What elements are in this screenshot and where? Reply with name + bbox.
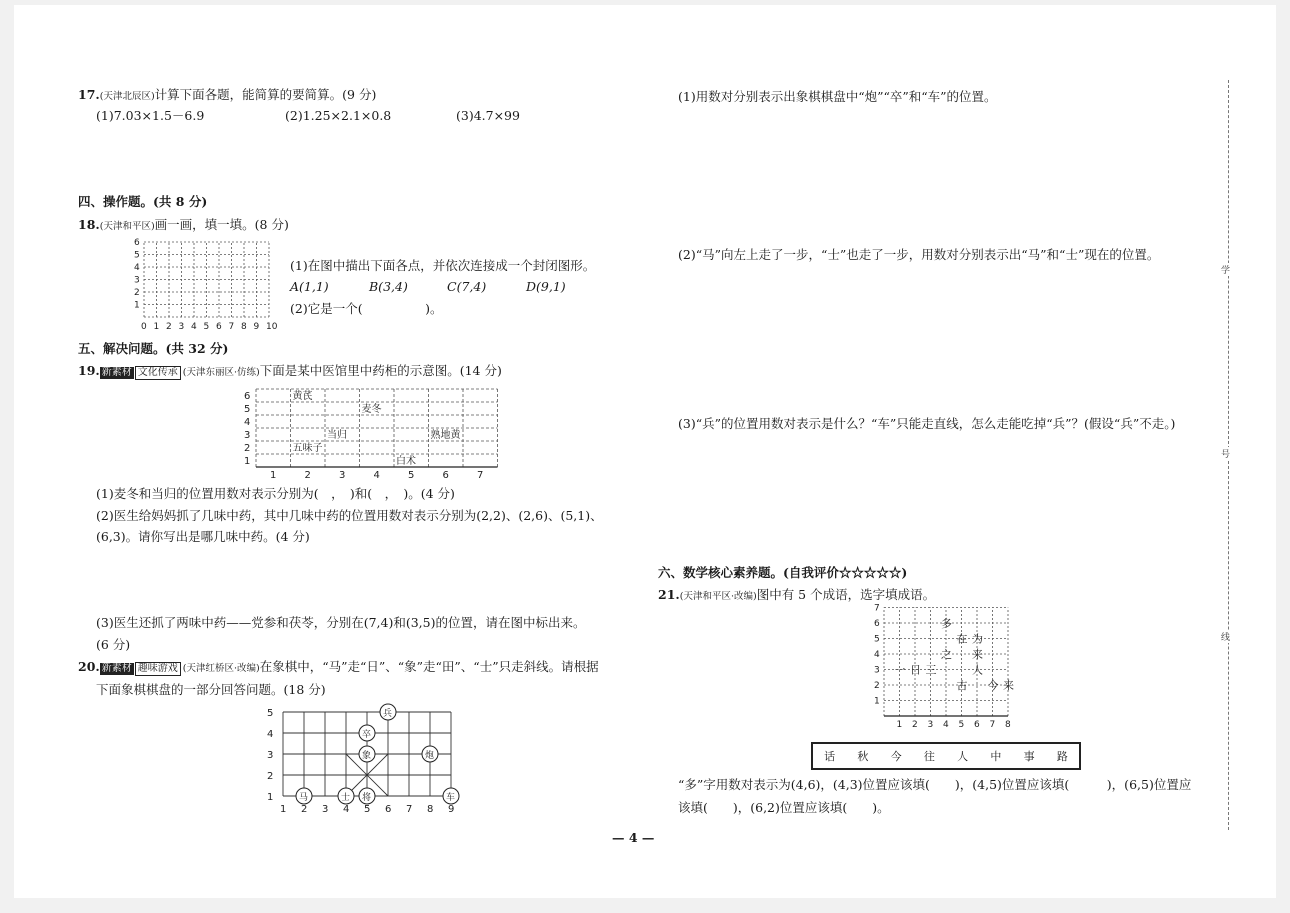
y-tick-label: 2 xyxy=(134,288,140,298)
y-tick-label: 6 xyxy=(244,391,251,402)
x-tick-label: 1 xyxy=(896,720,903,730)
q17-title: 17.(天津北辰区)计算下面各题，能简算的要简算。(9 分) xyxy=(78,87,377,102)
q17-item3: (3)4.7×99 xyxy=(456,108,520,123)
page-number: — 4 — xyxy=(612,830,655,845)
x-tick-label: 4 xyxy=(191,322,197,332)
x-tick-label: 10 xyxy=(266,322,278,332)
herb-label: 白术 xyxy=(396,456,416,467)
word-option: 路 xyxy=(1056,750,1068,763)
chess-piece-label: 象 xyxy=(362,751,372,761)
y-tick-label: 2 xyxy=(267,771,274,782)
word-option: 事 xyxy=(1023,750,1035,763)
x-tick-label: 5 xyxy=(203,322,210,332)
herb-label: 五味子 xyxy=(292,443,323,454)
x-tick-label: 5 xyxy=(364,804,371,815)
idiom-char: 三 xyxy=(925,663,937,677)
y-tick-label: 1 xyxy=(267,792,274,803)
y-tick-label: 4 xyxy=(244,417,251,428)
y-tick-label: 7 xyxy=(874,603,880,614)
herb-label: 麦冬 xyxy=(361,404,382,415)
x-tick-label: 1 xyxy=(270,470,277,481)
q18-point-d: D(9,1) xyxy=(526,279,566,294)
idiom-char: 来 xyxy=(1003,679,1014,692)
q21-idiom-grid xyxy=(857,603,1014,733)
x-tick-label: 2 xyxy=(301,804,308,815)
x-tick-label: 0 xyxy=(141,322,147,332)
q20-part2: (2)“马”向左上走了一步，“士”也走了一步，用数对分别表示出“马”和“士”现在的位置。 xyxy=(678,247,1160,262)
herb-label: 熟地黄 xyxy=(430,430,461,441)
q19-part3-line2: (6 分) xyxy=(96,637,131,652)
y-tick-label: 5 xyxy=(267,708,274,719)
x-tick-label: 6 xyxy=(216,322,222,332)
q21-title: 21.(天津和平区·改编)图中有 5 个成语，选字填成语。 xyxy=(658,587,936,602)
y-tick-label: 5 xyxy=(244,404,251,415)
x-tick-label: 8 xyxy=(1005,720,1011,730)
chess-piece-label: 车 xyxy=(446,793,456,803)
word-option: 话 xyxy=(824,750,836,763)
idiom-char: 日 xyxy=(910,663,921,677)
q18-grid xyxy=(114,233,278,332)
word-option: 人 xyxy=(957,750,969,763)
x-tick-label: 7 xyxy=(989,720,996,730)
y-tick-label: 4 xyxy=(267,729,274,740)
y-tick-label: 2 xyxy=(244,443,251,454)
x-tick-label: 7 xyxy=(477,470,484,481)
q20-title: 20. 新素材 趣味游戏 (天津红桥区·改编)在象棋中，“马”走“日”、“象”走“田”、“士”只走斜线。请根据 xyxy=(78,659,599,674)
word-option: 往 xyxy=(923,750,935,763)
x-tick-label: 2 xyxy=(304,470,311,481)
idiom-char: 之 xyxy=(941,648,952,661)
x-tick-label: 2 xyxy=(166,322,172,332)
q18-point-b: B(3,4) xyxy=(369,279,408,294)
q18-part2: (2)它是一个( )。 xyxy=(290,301,443,316)
x-tick-label: 5 xyxy=(408,470,415,481)
chess-piece-label: 兵 xyxy=(383,709,393,719)
word-option: 秋 xyxy=(857,750,869,763)
x-tick-label: 3 xyxy=(927,720,934,730)
q19-cabinet-grid xyxy=(228,383,498,481)
idiom-char: 人 xyxy=(972,663,983,677)
y-tick-label: 2 xyxy=(874,681,880,691)
binding-label-xian: 线 xyxy=(1221,630,1230,643)
q20-title-line2: 下面象棋棋盘的一部分回答问题。(18 分) xyxy=(96,682,326,697)
binding-label-xue: 学 xyxy=(1221,263,1230,276)
y-tick-label: 5 xyxy=(874,634,880,645)
q21-answer-line2: 该填( )，(6,2)位置应该填( )。 xyxy=(678,800,890,815)
y-tick-label: 3 xyxy=(874,665,880,676)
x-tick-label: 4 xyxy=(943,720,949,730)
y-tick-label: 4 xyxy=(874,650,880,660)
x-tick-label: 9 xyxy=(448,804,455,815)
q17-item1: (1)7.03×1.5－6.9 xyxy=(96,108,205,123)
x-tick-label: 1 xyxy=(153,322,160,332)
x-tick-label: 2 xyxy=(912,720,918,730)
q19-part2-line2: (6,3)。请你写出是哪几味中药。(4 分) xyxy=(96,529,310,544)
y-tick-label: 3 xyxy=(267,750,274,761)
word-option: 中 xyxy=(990,750,1002,763)
q19-part1: (1)麦冬和当归的位置用数对表示分别为( ， )和( ， )。(4 分) xyxy=(96,486,455,501)
x-tick-label: 8 xyxy=(241,322,247,332)
herb-label: 当归 xyxy=(327,430,347,441)
q21-word-bank xyxy=(811,742,1081,770)
x-tick-label: 7 xyxy=(406,804,413,815)
word-option: 今 xyxy=(890,750,902,763)
x-tick-label: 4 xyxy=(373,470,380,481)
x-tick-label: 8 xyxy=(427,804,434,815)
y-tick-label: 1 xyxy=(134,300,140,311)
x-tick-label: 6 xyxy=(974,720,980,730)
q18-title: 18.(天津和平区)画一画，填一填。(8 分) xyxy=(78,217,289,232)
herb-label: 黄芪 xyxy=(292,391,313,402)
y-tick-label: 4 xyxy=(134,263,140,273)
exam-page xyxy=(14,5,1276,898)
section-6-heading: 六、数学核心素养题。(自我评价☆☆☆☆☆) xyxy=(658,565,908,580)
chess-piece-label: 马 xyxy=(299,793,309,803)
idiom-char: 为 xyxy=(972,632,983,646)
idiom-char: 来 xyxy=(972,648,983,661)
chess-piece-label: 士 xyxy=(341,793,351,803)
idiom-char: 在 xyxy=(956,632,968,646)
q18-point-c: C(7,4) xyxy=(447,279,487,294)
q19-part2-line1: (2)医生给妈妈抓了几味中药，其中几味中药的位置用数对表示分别为(2,2)、(2,6)、(5,1)、 xyxy=(96,508,603,523)
y-tick-label: 6 xyxy=(134,238,140,248)
binding-label-hao: 号 xyxy=(1221,447,1230,460)
x-tick-label: 7 xyxy=(228,322,235,332)
x-tick-label: 3 xyxy=(322,804,329,815)
chess-piece-label: 将 xyxy=(362,793,372,803)
x-tick-label: 4 xyxy=(343,804,350,815)
x-tick-label: 3 xyxy=(178,322,185,332)
x-tick-label: 6 xyxy=(442,470,449,481)
section-4-heading: 四、操作题。(共 8 分) xyxy=(78,194,208,209)
q20-part1: (1)用数对分别表示出象棋棋盘中“炮”“卒”和“车”的位置。 xyxy=(678,89,997,104)
q19-title: 19. 新素材 文化传承 (天津东丽区·仿练)下面是某中医馆里中药柜的示意图。(14 分) xyxy=(78,363,502,378)
y-tick-label: 3 xyxy=(244,430,251,441)
x-tick-label: 3 xyxy=(339,470,346,481)
x-tick-label: 5 xyxy=(958,720,965,730)
q20-chess-board xyxy=(259,700,469,824)
section-5-heading: 五、解决问题。(共 32 分) xyxy=(78,341,229,356)
q17-item2: (2)1.25×2.1×0.8 xyxy=(285,108,392,123)
q20-part3: (3)“兵”的位置用数对表示是什么？“车”只能走直线，怎么走能吃掉“兵”？(假设“兵”不走。) xyxy=(678,416,1176,431)
chess-piece-label: 卒 xyxy=(362,730,372,740)
idiom-char: 多 xyxy=(941,617,952,630)
idiom-char: 今 xyxy=(987,679,999,692)
q18-point-a: A(1,1) xyxy=(290,279,329,294)
y-tick-label: 1 xyxy=(244,456,251,467)
x-tick-label: 1 xyxy=(280,804,287,815)
q19-part3-line1: (3)医生还抓了两味中药——党参和茯苓，分别在(7,4)和(3,5)的位置，请在图中标出来。 xyxy=(96,615,586,630)
q21-answer-line1: “多”字用数对表示为(4,6)，(4,3)位置应该填( )，(4,5)位置应该填( )，(6,5)位置应 xyxy=(678,777,1192,792)
idiom-char: 古 xyxy=(956,679,968,692)
y-tick-label: 5 xyxy=(134,250,140,261)
q18-part1: (1)在图中描出下面各点，并依次连接成一个封闭图形。 xyxy=(290,258,596,273)
x-tick-label: 9 xyxy=(253,322,260,332)
y-tick-label: 1 xyxy=(874,696,880,707)
x-tick-label: 6 xyxy=(385,804,392,815)
y-tick-label: 6 xyxy=(874,619,880,629)
idiom-char: 一 xyxy=(894,663,906,677)
y-tick-label: 3 xyxy=(134,275,140,286)
chess-piece-label: 炮 xyxy=(425,751,435,761)
